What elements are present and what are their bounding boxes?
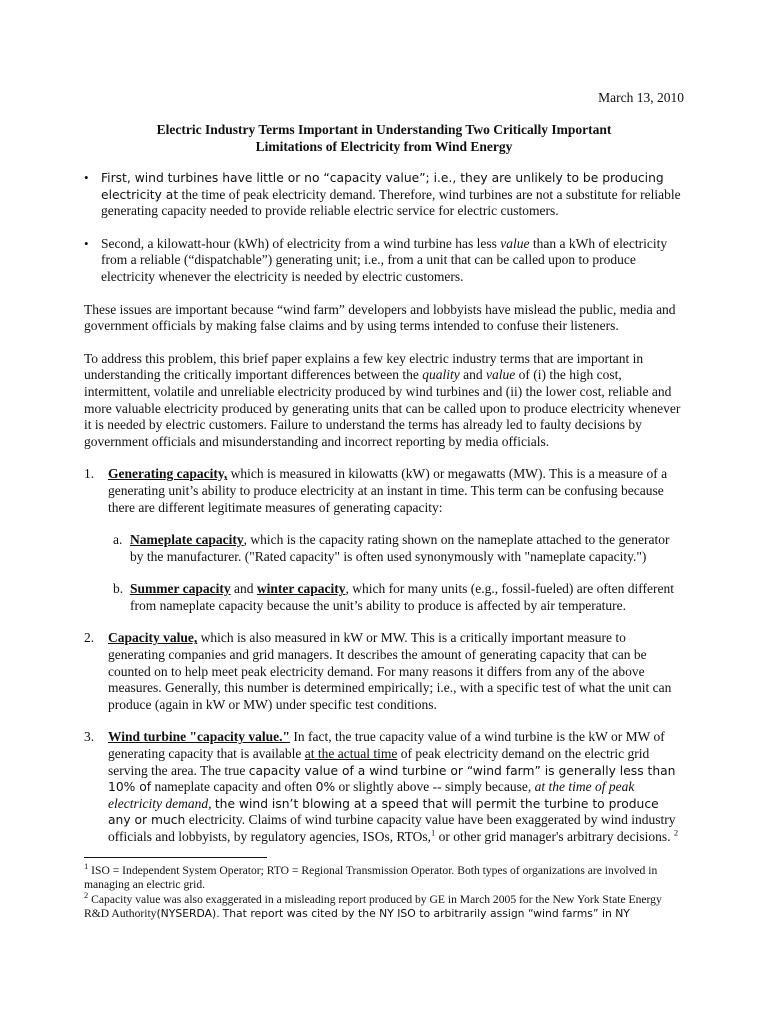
footnote-text-sans: That report was cited by the NY ISO to arbitrarily assign “wind farms” in NY [222,907,630,921]
bullet-dot-icon: • [84,235,89,251]
numbered-item-generating-capacity [84,466,684,516]
item-number: 3. [84,729,95,745]
item-text: electricity. Claims of wind turbine capacity value have been exaggerated by wind industry officials and lobbyists, by regulatory agencies, ISOs, RTOs, [108,812,676,844]
item-text: , which for many units (e.g., fossil-fueled) are often different from nameplate capacity because the unit’s ability to produce is affected by air temperature. [130,581,674,613]
item-text-sans: capacity value of a wind turbine or “wind farm” is generally less than 10% of [108,763,676,795]
item-text: In fact, the true capacity value of a wind turbine is the kW or MW of generating capacity that is available [108,729,665,762]
sub-item-letter: a. [113,532,123,548]
numbered-item-wind-capacity-value [84,729,684,845]
sub-item-summer-winter-capacity [84,581,684,614]
title-line-1: Electric Industry Terms Important in Understanding Two Critically Important [156,122,612,137]
term-heading: Summer capacity [130,581,231,597]
term-heading: Generating capacity, [108,466,228,482]
sub-item-letter: b. [113,581,124,597]
bullet-emphasis: value [500,235,530,251]
bullet-dot-icon: • [84,170,89,185]
item-text: or slightly above -- simply because, [335,779,535,795]
paragraph-issues: These issues are important because “wind farm” developers and lobbyists have mislead the public, media and government officials by making false claims and by using terms intended to confuse their listeners. [84,301,676,334]
paragraph-emphasis: value [486,367,516,383]
item-number: 1. [84,466,95,482]
footnote-mark: 2 [84,889,89,900]
sub-item-nameplate-capacity [84,532,684,565]
bullet-item [84,170,684,220]
underlined-text: at the actual time [304,746,398,762]
term-heading: Wind turbine "capacity value." [108,729,291,745]
paragraph-text: To address this problem, this brief paper explains a few key electric industry terms that are important in understanding the critically important differences between the [84,350,644,383]
item-text-sans: the wind isn’t blowing at a speed that will permit the turbine to produce any or much [108,796,659,828]
footnote-text: ISO = Independent System Operator; RTO = Regional Transmission Operator. Both types of organizations are involved in managing an electric grid. [84,864,658,892]
bullet-text: than a kWh of electricity from a reliable (“dispatchable”) generating unit; i.e., from a unit that can be called upon to produce electricity whenever the electricity is needed by electric customers. [101,235,668,284]
item-text: and [230,581,257,597]
paragraph-emphasis: quality [422,367,460,383]
term-heading: winter capacity [256,581,346,597]
bullet-text: Second, a kilowatt-hour (kWh) of electricity from a wind turbine has less [101,235,501,251]
item-text: , [208,795,215,811]
term-heading: Capacity value, [108,630,198,646]
paragraph-text: of (i) the high cost, intermittent, volatile and unreliable electricity produced by wind turbines and (ii) the lower cost, reliable and more valuable electricity produced by generating units that can be called upon to produce electricity whenever it is needed by electric customers. Failure to understand the terms has already led to faulty decisions by government officials and misunderstanding and incorrect reporting by media officials. [84,367,681,449]
paragraph-purpose [84,351,684,451]
footnote-ref[interactable]: 2 [673,827,679,838]
item-text: , which is the capacity rating shown on the nameplate attached to the generator by the manufacturer. ("Rated capacity" is often used synonymously with "nameplate capacity.") [130,532,670,564]
footnote-2 [84,889,684,922]
document-date: March 13, 2010 [598,90,684,105]
bullet-item [84,236,684,286]
document-title [0,122,768,155]
item-text: or other grid manager's arbitrary decisions. [435,829,674,844]
bullet-text: the time of peak electricity demand. Therefore, wind turbines are not a substitute for reliable generating capacity needed to provide reliable electric service for electric customers. [101,186,681,219]
footnote-divider [84,857,267,858]
numbered-item-capacity-value [84,630,684,713]
item-text: which is measured in kilowatts (kW) or megawatts (MW). This is a measure of a generating unit’s ability to produce electricity at an instant in time. This term can be confusing because there are different legitimate measures of generating capacity: [108,466,668,515]
item-text: of peak electricity demand on the electric grid serving the area. The true [108,746,650,778]
title-line-2: Limitations of Electricity from Wind Energy [255,138,513,154]
item-number: 2. [84,630,95,646]
footnotes [84,861,684,922]
footnote-text-sans: (NYSERDA). [156,907,220,921]
footnote-mark: 1 [84,861,89,872]
footnote-ref[interactable]: 1 [431,827,436,838]
paragraph-text: and [459,367,487,383]
footnote-1 [84,861,684,893]
item-text: which is also measured in kW or MW. This is a critically important measure to generating companies and grid managers. It describes the amount of generating capacity that can be counted on to help meet peak electricity demand. For many reasons it differs from any of the above measures. Generally, this number is determined empirically; i.e., with a specific test of what the unit can produce (again in kW or MW) under specific test conditions. [108,630,672,712]
item-emphasis: at the time of peak electricity demand [108,779,635,811]
term-heading: Nameplate capacity [130,532,244,548]
item-text-sans: 0% [315,780,336,795]
footnote-text: Capacity value was also exaggerated in a misleading report produced by GE in March 2005 for the New York State Energy R&D Authority [84,892,662,921]
item-text: nameplate capacity and often [151,779,316,795]
bullet-text-sans: First, wind turbines have little or no “capacity value”; i.e., they are unlikely to be producing electricity at [101,171,664,202]
document-body [84,170,684,862]
